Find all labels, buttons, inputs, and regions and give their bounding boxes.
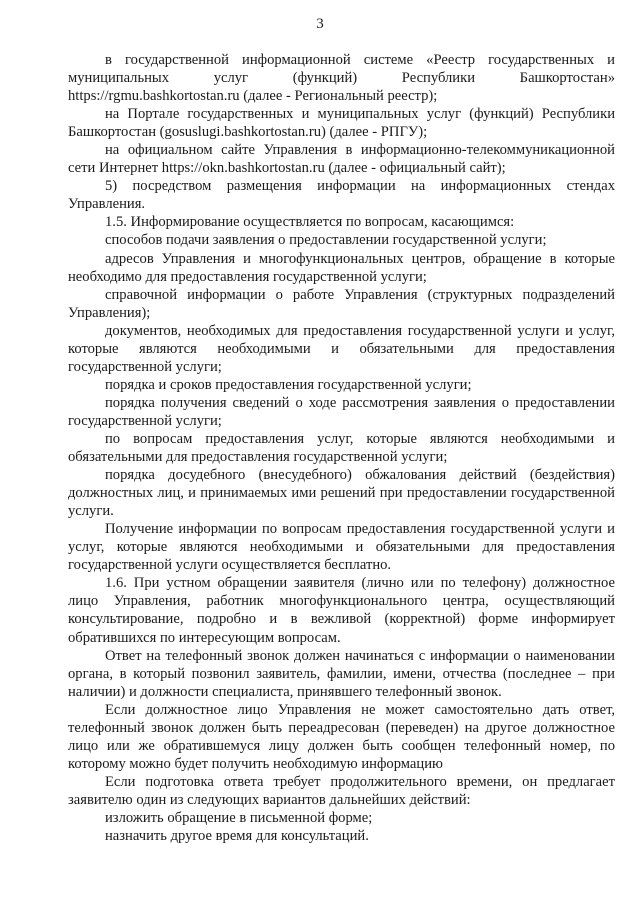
paragraph: Если подготовка ответа требует продолжительного времени, он предлагает заявителю один из следующих вариантов дальнейших действий:: [68, 773, 615, 808]
paragraph: 5) посредством размещения информации на информационных стендах Управления.: [68, 178, 615, 213]
paragraph: на официальном сайте Управления в информационно-телекоммуникационной сети Интернет https://okn.bashkortostan.ru (далее - официальный сайт);: [68, 142, 615, 177]
paragraph: порядка и сроков предоставления государственной услуги;: [105, 376, 472, 393]
paragraph: 1.5. Информирование осуществляется по вопросам, касающимся:: [105, 214, 515, 231]
paragraph: способов подачи заявления о предоставлении государственной услуги;: [105, 232, 547, 249]
paragraph: изложить обращение в письменной форме;: [105, 809, 373, 826]
paragraph: документов, необходимых для предоставления государственной услуги и услуг, которые являются необходимыми и обязательными для предоставления государственной услуги;: [68, 322, 615, 375]
paragraph: в государственной информационной системе «Реестр государственных и муниципальных услуг (функций) Республики Башкортостан» https://rgmu.bashkortostan.ru (далее - Региональный реестр);: [68, 52, 615, 105]
paragraph: Получение информации по вопросам предоставления государственной услуги и услуг, которые являются необходимыми и обязательными для предоставления государственной услуги осуществляется бесплатно.: [68, 521, 615, 574]
paragraph: порядка получения сведений о ходе рассмотрения заявления о предоставлении государственной услуги;: [68, 394, 615, 429]
page-number: 3: [316, 16, 324, 32]
paragraph: справочной информации о работе Управления (структурных подразделений Управления);: [68, 286, 615, 321]
paragraph: адресов Управления и многофункциональных центров, обращение в которые необходимо для предоставления государственной услуги;: [68, 250, 615, 285]
paragraph: назначить другое время для консультаций.: [105, 828, 369, 845]
paragraph: 1.6. При устном обращении заявителя (лично или по телефону) должностное лицо Управления, работник многофункционального центра, осуществляющий консультирование, подробно и в вежливой (корректной) форме информирует обратившихся по интересующим вопросам.: [68, 575, 615, 646]
paragraph: на Портале государственных и муниципальных услуг (функций) Республики Башкортостан (gosuslugi.bashkortostan.ru) (далее - РПГУ);: [68, 106, 615, 141]
paragraph: порядка досудебного (внесудебного) обжалования действий (бездействия) должностных лиц, и принимаемых ими решений при предоставлении государственной услуги.: [68, 467, 615, 520]
document-body: [68, 51, 615, 845]
paragraph: по вопросам предоставления услуг, которые являются необходимыми и обязательными для предоставления государственной услуги;: [68, 430, 615, 466]
paragraph: Если должностное лицо Управления не может самостоятельно дать ответ, телефонный звонок должен быть переадресован (переведен) на другое должностное лицо или же обратившемуся лицу должен быть сообщен телефонный номер, по которому можно будет получить необходимую информацию: [68, 701, 615, 772]
paragraph: Ответ на телефонный звонок должен начинаться с информации о наименовании органа, в который позвонил заявитель, фамилии, имени, отчества (последнее – при наличии) и должности специалиста, принявшего телефонный звонок.: [68, 647, 615, 700]
